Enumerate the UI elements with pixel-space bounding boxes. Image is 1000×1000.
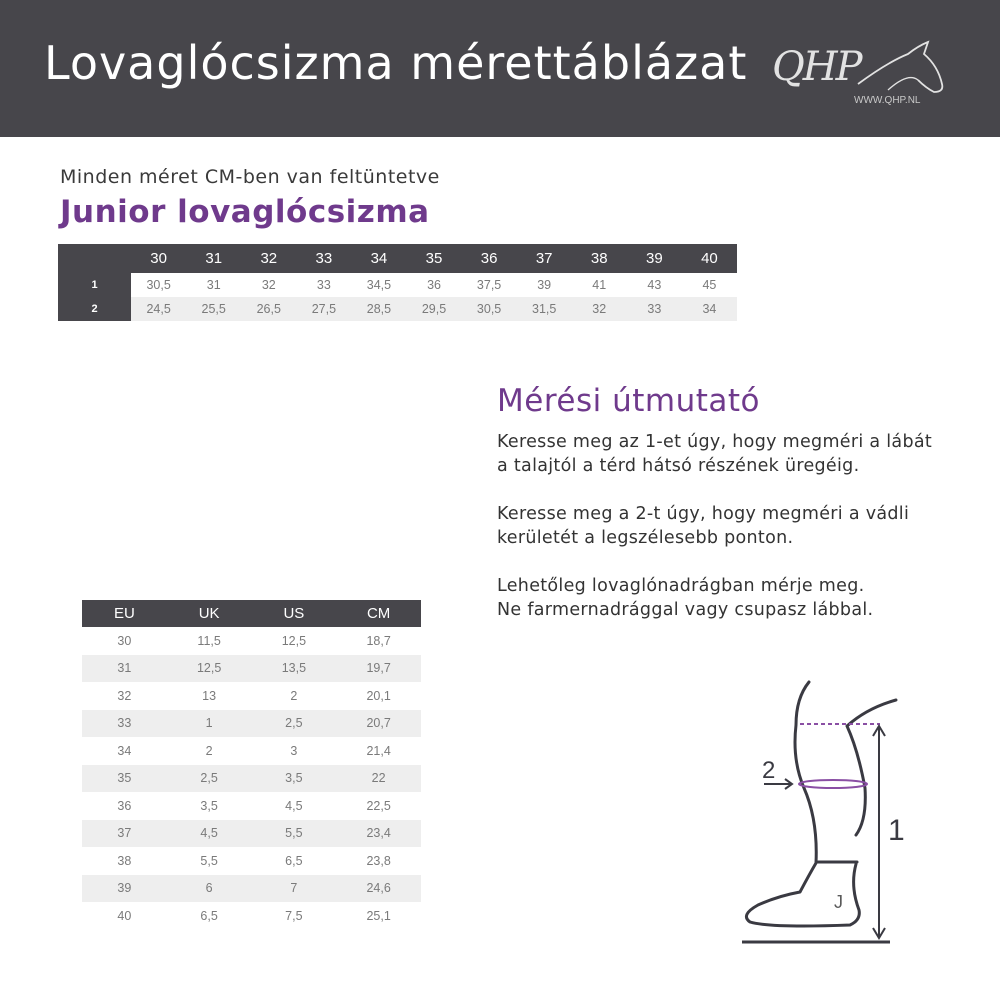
table-row xyxy=(82,820,421,848)
table-cell: 31 xyxy=(82,655,167,683)
table-cell: 39 xyxy=(537,278,552,292)
table-cell: 39 xyxy=(82,875,167,903)
table-cell: 2,5 xyxy=(167,765,252,793)
table-cell: 20,7 xyxy=(336,710,421,738)
logo-url: WWW.QHP.NL xyxy=(854,95,921,106)
label-1: 1 xyxy=(888,814,905,847)
table-cell: 5,5 xyxy=(200,853,218,868)
measurement-guide-title: Mérési útmutató xyxy=(497,383,760,419)
table-cell: 26,5 xyxy=(241,297,296,321)
table-cell: 22 xyxy=(336,765,421,793)
table-cell: 36 xyxy=(117,798,132,813)
size-header: 38 xyxy=(572,244,627,273)
table-cell: 4,5 xyxy=(167,820,252,848)
table-cell: 25,5 xyxy=(186,297,241,321)
table-cell: 7,5 xyxy=(285,908,303,923)
table-cell: 30 xyxy=(117,633,132,648)
guide-line: kerületét a legszélesebb ponton. xyxy=(497,528,794,548)
row-label: 2 xyxy=(58,297,131,321)
table-cell: 32 xyxy=(117,688,132,703)
table-cell: 31,5 xyxy=(517,297,572,321)
table-cell: 30,5 xyxy=(146,278,171,292)
height-measure-arrow xyxy=(873,726,885,938)
leg-back-outline xyxy=(746,682,859,926)
table-cell: 24,6 xyxy=(336,875,421,903)
guide-line: Ne farmernadrággal vagy csupasz lábbal. xyxy=(497,600,874,620)
table-cell: 32 xyxy=(261,278,276,292)
guide-paragraph-2 xyxy=(497,502,967,550)
calf-circumference-ellipse xyxy=(799,780,867,788)
table-row xyxy=(82,902,421,930)
table-cell: 37 xyxy=(82,820,167,848)
size-header: 34 xyxy=(351,244,406,273)
table-cell: 33 xyxy=(82,710,167,738)
logo-text: QHP xyxy=(772,44,861,90)
table-row xyxy=(82,765,421,793)
table-cell: 2 xyxy=(205,743,213,758)
table-cell: 40 xyxy=(117,908,132,923)
table-cell: 34 xyxy=(682,297,737,321)
table-cell: 43 xyxy=(647,278,662,292)
column-header-uk: UK xyxy=(167,600,252,627)
table-row xyxy=(82,875,421,903)
column-header-cm: CM xyxy=(336,600,421,627)
guide-line: a talajtól a térd hátsó részének üregéig. xyxy=(497,456,860,476)
table-cell: 37,5 xyxy=(476,278,502,292)
table-cell: 25,1 xyxy=(366,908,391,923)
guide-paragraph-1 xyxy=(497,430,967,478)
table-cell: 45 xyxy=(702,278,717,292)
guide-line: Keresse meg az 1-et úgy, hogy megméri a lábát xyxy=(497,432,933,452)
table-cell: 21,4 xyxy=(366,743,391,758)
junior-section-title: Junior lovaglócsizma xyxy=(60,194,430,230)
size-table-body xyxy=(82,627,421,930)
table-cell: 35 xyxy=(82,765,167,793)
table-cell: 12,5 xyxy=(167,655,252,683)
shoe-size-conversion-table xyxy=(82,600,421,930)
size-header: 40 xyxy=(682,244,737,273)
ankle-mark: J xyxy=(834,892,843,912)
size-header: 35 xyxy=(406,244,461,273)
table-cell: 18,7 xyxy=(366,633,391,648)
size-header-row xyxy=(82,600,421,627)
table-cell: 3,5 xyxy=(200,798,218,813)
table-row xyxy=(82,792,421,820)
guide-line: Keresse meg a 2-t úgy, hogy megméri a vádli xyxy=(497,504,910,524)
table-cell: 20,1 xyxy=(366,688,391,703)
table-cell: 32 xyxy=(572,297,627,321)
size-header: 39 xyxy=(627,244,682,273)
table-cell: 13,5 xyxy=(252,655,337,683)
table-cell: 36 xyxy=(427,278,441,292)
size-header: 31 xyxy=(186,244,241,273)
table-cell: 12,5 xyxy=(281,633,307,648)
size-header: 32 xyxy=(241,244,296,273)
table-row xyxy=(82,627,421,655)
table-cell: 1 xyxy=(167,710,252,738)
table-cell: 34 xyxy=(117,743,132,758)
table-row xyxy=(58,297,737,321)
table-cell: 13 xyxy=(202,688,217,703)
guide-line: Lehetőleg lovaglónadrágban mérje meg. xyxy=(497,576,865,596)
table-cell: 27,5 xyxy=(296,297,351,321)
table-row xyxy=(58,273,737,297)
corner-cell xyxy=(58,244,131,273)
table-cell: 23,8 xyxy=(366,853,391,868)
table-cell: 19,7 xyxy=(336,655,421,683)
guide-paragraph-3 xyxy=(497,574,967,622)
size-header: 30 xyxy=(131,244,186,273)
table-cell: 33 xyxy=(627,297,682,321)
table-cell: 34,5 xyxy=(366,278,392,292)
size-header: 37 xyxy=(517,244,572,273)
column-header-eu: EU xyxy=(82,600,167,627)
table-cell: 2 xyxy=(290,688,298,703)
table-row xyxy=(82,655,421,683)
table-cell: 24,5 xyxy=(131,297,186,321)
row-label: 1 xyxy=(58,273,131,297)
label-2: 2 xyxy=(762,757,776,784)
table-cell: 7 xyxy=(252,875,337,903)
table-cell: 11,5 xyxy=(197,633,221,648)
table-row xyxy=(82,682,421,710)
size-header: 36 xyxy=(462,244,517,273)
table-row xyxy=(82,737,421,765)
table-cell: 30,5 xyxy=(462,297,517,321)
leg-measurement-diagram xyxy=(730,670,920,960)
table-row xyxy=(82,847,421,875)
column-header-us: US xyxy=(252,600,337,627)
units-note: Minden méret CM-ben van feltüntetve xyxy=(60,166,440,188)
table-cell: 3 xyxy=(290,743,298,758)
table-cell: 3,5 xyxy=(252,765,337,793)
table-cell: 38 xyxy=(117,853,132,868)
table-cell: 6,5 xyxy=(200,908,218,923)
table-cell: 2,5 xyxy=(252,710,337,738)
size-header: 33 xyxy=(296,244,351,273)
junior-size-table xyxy=(58,244,737,321)
header-bar xyxy=(0,0,1000,137)
table-cell: 28,5 xyxy=(351,297,406,321)
qhp-logo xyxy=(768,32,958,112)
table-cell: 33 xyxy=(316,278,331,292)
table-cell: 6 xyxy=(167,875,252,903)
table-cell: 4,5 xyxy=(285,798,303,813)
table-cell: 31 xyxy=(206,278,221,292)
table-cell: 23,4 xyxy=(336,820,421,848)
table-cell: 41 xyxy=(592,278,607,292)
table-cell: 29,5 xyxy=(406,297,461,321)
table-row xyxy=(82,710,421,738)
junior-header-row xyxy=(58,244,737,273)
table-cell: 5,5 xyxy=(252,820,337,848)
table-cell: 22,5 xyxy=(366,798,391,813)
table-cell: 6,5 xyxy=(285,853,303,868)
page-title: Lovaglócsizma mérettáblázat xyxy=(44,36,748,90)
